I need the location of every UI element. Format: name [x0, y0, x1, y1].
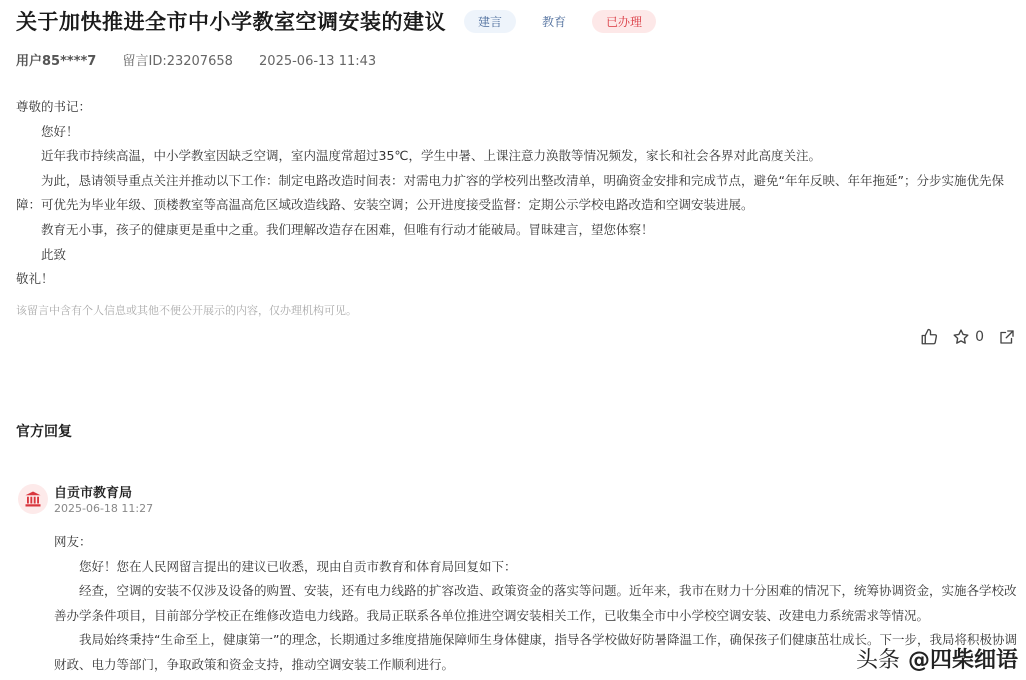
post-actions [920, 328, 1016, 346]
post-user: 用户85****7 [16, 54, 97, 69]
post-title: 关于加快推进全市中小学教室空调安装的建议 [16, 10, 446, 34]
like-button[interactable] [920, 328, 938, 346]
government-building-icon [24, 490, 42, 508]
reply-salutation: 网友： [54, 534, 92, 549]
favorite-count: 0 [975, 329, 984, 345]
post-header [16, 6, 656, 36]
share-icon [998, 328, 1016, 346]
reply-paragraph-2: 经查，空调的安装不仅涉及设备的购置、安装，还有电力线路的扩容改造、政策资金的落实等问题。近年来，我市在财力十分困难的情况下，统筹协调资金，实施各学校改善办学条件项目，目前部分学校正在维修改造电力线路。我局正联系各单位推进空调安装相关工作，已收集全市中小学校空调安装、改建电力系统需求等情况。 [54, 583, 1017, 623]
thumbs-up-icon [920, 328, 938, 346]
org-avatar [18, 484, 48, 514]
tag-category[interactable]: 教育 [528, 10, 580, 33]
message-id: 留言ID:23207658 [122, 54, 233, 69]
official-reply-heading: 官方回复 [16, 424, 72, 440]
message-body [16, 95, 1018, 292]
reply-paragraph-1: 您好！您在人民网留言提出的建议已收悉，现由自贡市教育和体育局回复如下： [79, 558, 517, 574]
message-greeting: 您好！ [41, 123, 79, 139]
watermark-handle: @四柴细语 [907, 648, 1018, 673]
post-meta [16, 50, 398, 69]
message-closing-2: 敬礼！ [16, 271, 54, 287]
reply-date: 2025-06-18 11:27 [54, 502, 154, 515]
message-paragraph-3: 教育无小事，孩子的健康更是重中之重。我们理解改造存在困难，但唯有行动才能破局。冒昧建言，望您体察！ [41, 221, 654, 237]
privacy-note: 该留言中含有个人信息或其他不便公开展示的内容，仅办理机构可见。 [16, 304, 357, 317]
favorite-button[interactable] [952, 328, 984, 346]
message-closing-1: 此致 [41, 246, 67, 262]
message-paragraph-2: 为此，恳请领导重点关注并推动以下工作：制定电路改造时间表：对需电力扩容的学校列出整改清单，明确资金安排和完成节点，避免“年年反映、年年拖延”；分步实施优先保障：可优先为毕业年级、顶楼教室等高温高危区域改造线路、安装空调；公开进度接受监督：定期公示学校电路改造和空调安装进展。 [16, 172, 1004, 213]
post-datetime: 2025-06-13 11:43 [259, 54, 377, 69]
reply-paragraph-3: 我局始终秉持“生命至上，健康第一”的理念，长期通过多维度措施保障师生身体健康，指导各学校做好防暑降温工作，确保孩子们健康茁壮成长。下一步，我局将积极协调财政、电力等部门，争取政策和资金支持，推动空调安装工作顺利进行。 [54, 632, 1017, 672]
watermark-source: 头条 [855, 648, 900, 673]
message-paragraph-1: 近年我市持续高温，中小学教室因缺乏空调，室内温度常超过35℃，学生中暑、上课注意力涣散等情况频发，家长和社会各界对此高度关注。 [41, 148, 821, 164]
status-badge: 已办理 [592, 10, 656, 33]
message-salutation: 尊敬的书记： [16, 99, 92, 114]
star-icon [952, 328, 970, 346]
reply-org-name: 自贡市教育局 [54, 486, 133, 501]
share-button[interactable] [998, 328, 1016, 346]
tag-type[interactable]: 建言 [464, 10, 516, 33]
watermark [856, 643, 1018, 674]
